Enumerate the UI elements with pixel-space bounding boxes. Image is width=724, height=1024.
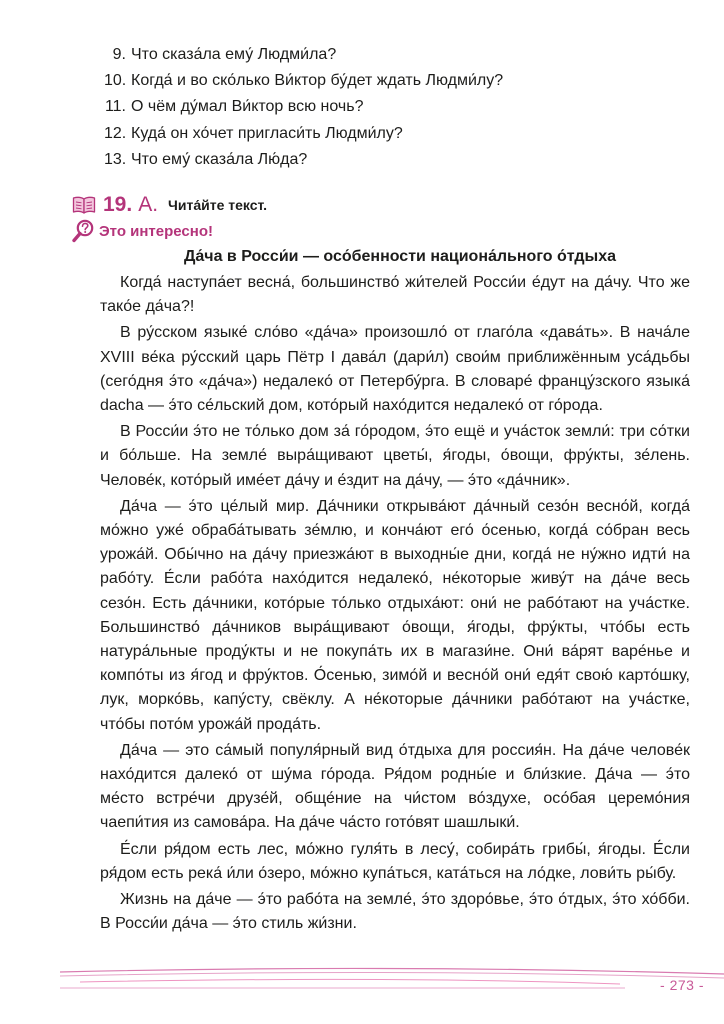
article-paragraph: Да́ча — э́то це́лый мир. Да́чники открыва́ют да́чный сезо́н весно́й, когда́ мо́жно уже́ обраба́тывать зе́млю, и конча́ют его́ о́сенью, когда́ со́бран весь урожа́й. Обы́чно на да́чу приезжа́ют в выходны́е дни, когда́ не ну́жно идти́ на рабо́ту. Е́сли рабо́та нахо́дится недалеко́, не́которые живу́т на да́че весь сезо́н. Есть да́чники, кото́рые то́лько отдыха́ют: они́ не рабо́тают на уча́стке. Большинство́ да́чников выра́щивают о́вощи, я́годы, фру́кты, что́бы есть натура́льные проду́кты и не покупа́ть их в магази́не. Они́ ва́рят варе́нье и компо́ты из я́год и фру́ктов. О́сенью, зимо́й и весно́й они́ едя́т свою́ карто́шку, лук, морко́вь, капу́сту, свёклу. А не́которые да́чники рабо́тают на уча́стке, что́бы пото́м урожа́й прода́ть. <box>100 497 690 733</box>
open-book-icon <box>72 196 96 214</box>
interesting-label: Это интересно! <box>99 222 213 240</box>
page-footer <box>60 960 724 1000</box>
article-paragraph: Е́сли ря́дом есть лес, мо́жно гуля́ть в лесу́, собира́ть грибы́, я́годы. Е́сли ря́дом есть река́ и́ли о́зеро, мо́жно купа́ться, ката́ться на ло́дке, лови́ть ры́бу. <box>100 840 690 882</box>
article-paragraph: В ру́сском языке́ сло́во «да́ча» произошло́ от глаго́ла «дава́ть». В нача́ле XVIII ве́ка ру́сский царь Пётр I дава́л (дари́л) свои́м приближённым уса́дьбы (сего́дня э́то «да́ча») недалеко́ от Петербу́рга. В словаре́ францу́зского языка́ dacha — э́то се́льский дом, кото́рый нахо́дится недалеко́ от го́рода. <box>100 324 690 415</box>
question-list <box>104 42 704 173</box>
article-paragraph: Когда́ наступа́ет весна́, большинство́ жи́телей Росси́и е́дут на да́чу. Что же тако́е да́ча?! <box>100 274 690 316</box>
article-paragraph: Да́ча — это са́мый популя́рный вид о́тдыха для россия́н. На да́че челове́к нахо́дится далеко́ от шу́ма го́рода. Ря́дом родны́е и бли́зкие. Да́ча — э́то ме́сто встре́чи друзе́й, обще́ние на чи́стом во́здухе, осо́бая церемо́ния чаепи́тия из самова́ра. На да́че ча́сто гото́вят шашлыки́. <box>100 741 690 832</box>
question-item: 13. Что ему́ сказа́ла Лю́да? <box>104 150 308 168</box>
magnifier-question-icon <box>72 219 94 243</box>
question-item: 9. Что сказа́ла ему́ Людми́ла? <box>112 46 337 63</box>
task-heading <box>72 191 267 219</box>
article-paragraph: В Росси́и э́то не то́лько дом за́ го́родом, э́то ещё и уча́сток земли́: три со́тки и бо́льше. На земле́ выра́щивают цветы́, я́годы, о́вощи, фру́кты, зе́лень. Челове́к, кото́рый име́ет да́чу и е́здит на да́чу, — э́то «да́чник». <box>100 423 690 489</box>
question-item: 11. О чём ду́мал Ви́ктор всю ночь? <box>104 98 364 116</box>
article-body <box>100 271 690 936</box>
question-item: 12. Куда́ он хо́чет пригласи́ть Людми́лу? <box>104 124 403 142</box>
task-instruction: Чита́йте текст. <box>168 197 268 213</box>
question-item: 10. Когда́ и во ско́лько Ви́ктор бу́дет ждать Людми́лу? <box>104 72 504 90</box>
interesting-note <box>72 218 213 244</box>
footer-swoosh <box>60 960 724 1000</box>
task-letter: А. <box>138 193 159 216</box>
page-number: - 273 - <box>660 977 704 993</box>
article-paragraph: Жизнь на да́че — э́то рабо́та на земле́, э́то здоро́вье, э́то о́тдых, э́то хо́бби. В Росси́и да́ча — э́то стиль жи́зни. <box>100 891 690 933</box>
task-number: 19. <box>103 193 133 216</box>
article-title: Да́ча в Росси́и — осо́бенности национа́льного о́тдыха <box>183 248 617 265</box>
